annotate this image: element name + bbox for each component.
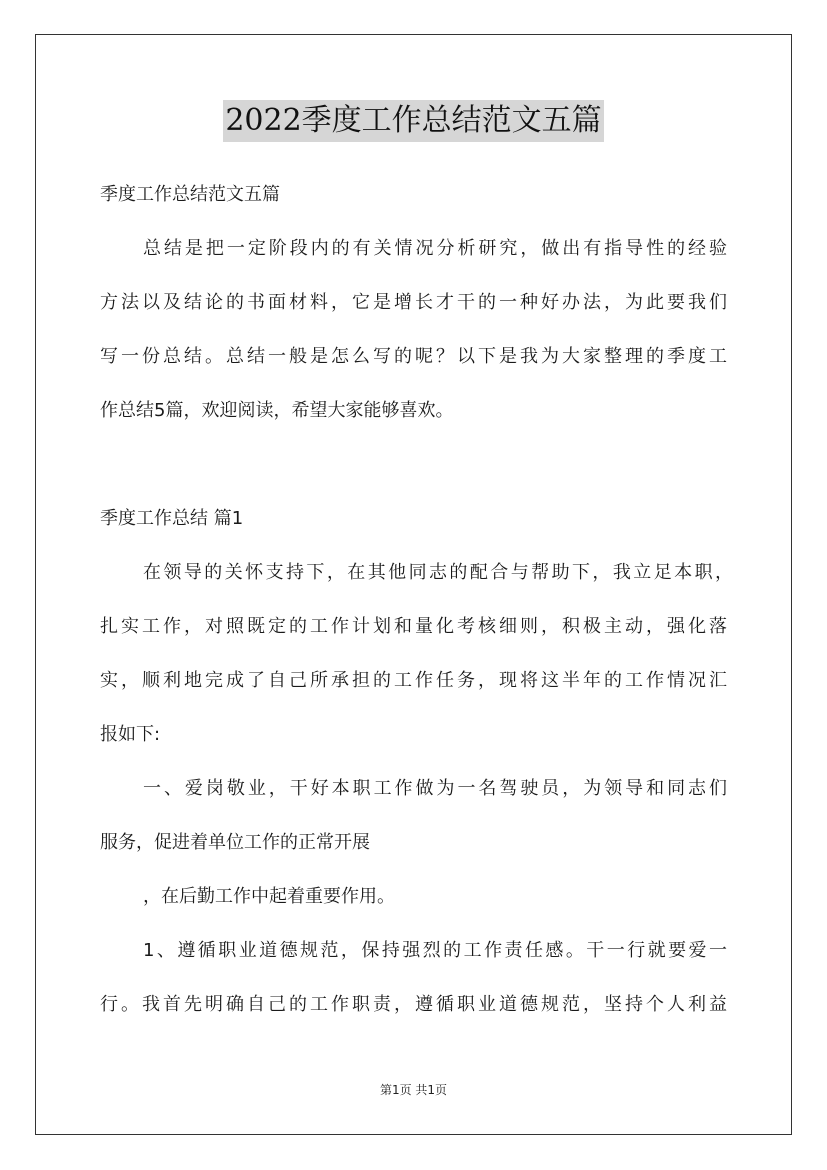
paragraph-line: 写一份总结。总结一般是怎么写的呢？以下是我为大家整理的季度工: [100, 346, 727, 367]
paragraph-line: 服务，促进着单位工作的正常开展: [100, 832, 370, 853]
paragraph-line: 行。我首先明确自己的工作职责，遵循职业道德规范，坚持个人利益: [100, 994, 727, 1015]
paragraph-line: 作总结5篇，欢迎阅读，希望大家能够喜欢。: [100, 400, 454, 421]
section-heading-overview: 季度工作总结范文五篇: [100, 184, 280, 205]
page-footer: 第1页 共1页: [379, 1083, 448, 1097]
paragraph-line: 在领导的关怀支持下，在其他同志的配合与帮助下，我立足本职，: [143, 562, 733, 583]
paragraph-line: ，在后勤工作中起着重要作用。: [143, 886, 395, 907]
paragraph-line: 方法以及结论的书面材料，它是增长才干的一种好办法，为此要我们: [100, 292, 727, 313]
paragraph-line: 总结是把一定阶段内的有关情况分析研究，做出有指导性的经验: [143, 238, 727, 259]
title-container: [0, 100, 827, 142]
paragraph-line: 1、遵循职业道德规范，保持强烈的工作责任感。干一行就要爱一: [143, 940, 727, 961]
section-heading-part1: 季度工作总结 篇1: [100, 508, 244, 529]
paragraph-line: 扎实工作，对照既定的工作计划和量化考核细则，积极主动，强化落: [100, 616, 727, 637]
document-title: 2022季度工作总结范文五篇: [223, 100, 603, 142]
paragraph-line: 一、爱岗敬业，干好本职工作做为一名驾驶员，为领导和同志们: [143, 778, 727, 799]
paragraph-line: 实，顺利地完成了自己所承担的工作任务，现将这半年的工作情况汇: [100, 670, 727, 691]
paragraph-line: 报如下:: [100, 724, 161, 745]
